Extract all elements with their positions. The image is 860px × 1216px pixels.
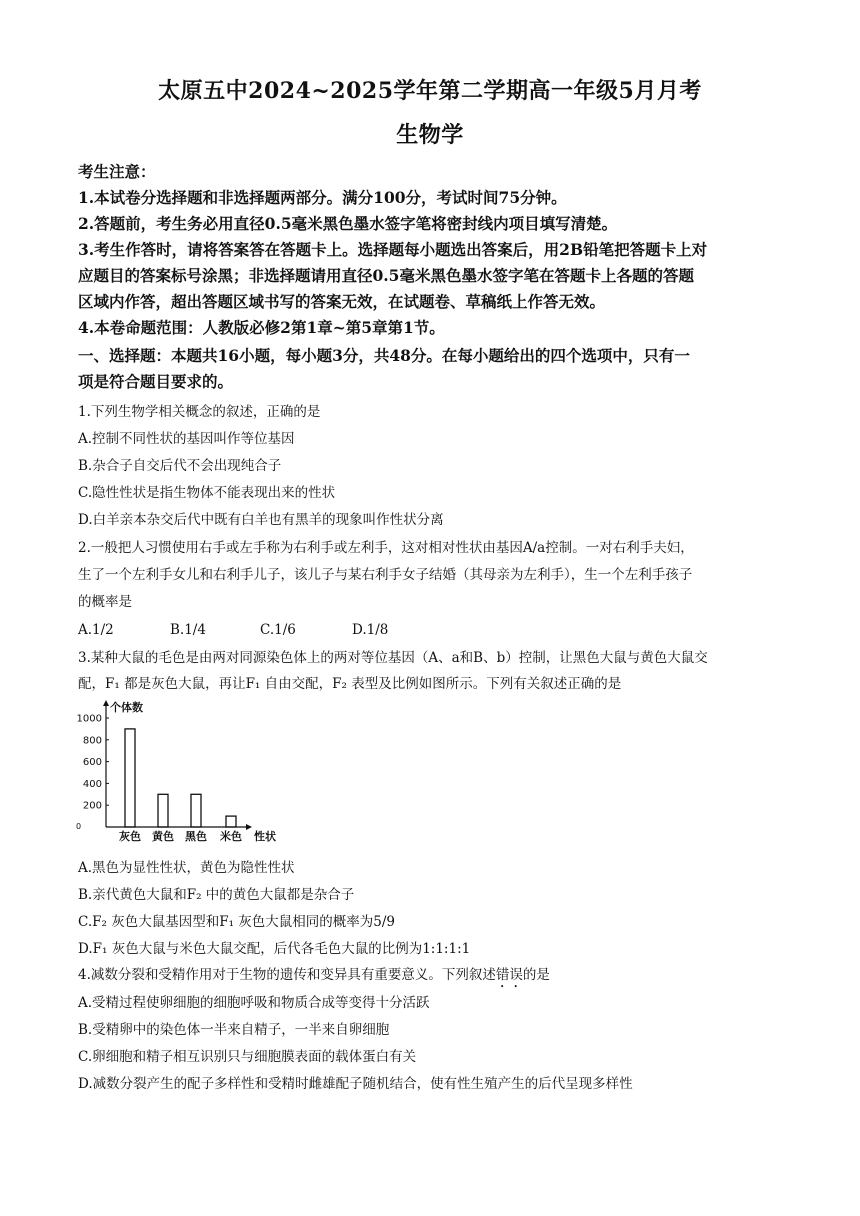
- q4-option-c: C.卵细胞和精子相互识别只与细胞膜表面的载体蛋白有关: [78, 1049, 417, 1065]
- q2-option-b: B.1/4: [170, 622, 206, 638]
- y-tick-label: 400: [82, 778, 102, 790]
- q3-option-c: C.F₂ 灰色大鼠基因型和F₁ 灰色大鼠相同的概率为5/9: [78, 914, 396, 930]
- q4-stem: [78, 965, 790, 991]
- y-axis-label: 个体数: [110, 701, 143, 714]
- q2-option-c: C.1/6: [260, 622, 296, 638]
- category-label: 黄色: [152, 830, 174, 843]
- q4-stem-pre: 4.减数分裂和受精作用对于生物的遗传和变异具有重要意义。下列叙述: [78, 967, 496, 983]
- bar-4: [226, 816, 236, 827]
- section-heading-cont: 项是符合题目要求的。: [78, 372, 234, 391]
- q2-stem-line: 2.一般把人习惯使用右手或左手称为右利手或左利手，这对相对性状由基因A/a控制。一对右利手夫妇，: [78, 540, 694, 556]
- phenotype-bar-chart: [74, 696, 304, 846]
- q2-stem-line: 生了一个左利手女儿和右利手儿子，该儿子与某右利手女子结婚（其母亲为左利手），生一个左利手孩子: [78, 567, 693, 583]
- origin-label: 0: [76, 822, 82, 831]
- subject-title: 生物学: [396, 122, 464, 148]
- category-label: 米色: [220, 830, 242, 843]
- notice-item: 1.本试卷分选择题和非选择题两部分。满分100分，考试时间75分钟。: [78, 188, 567, 207]
- bar-3: [191, 794, 201, 827]
- q3-stem-line: 配，F₁ 都是灰色大鼠，再让F₁ 自由交配，F₂ 表型及比例如图所示。下列有关叙述正确的是: [78, 676, 622, 692]
- q2-option-a: A.1/2: [78, 622, 114, 638]
- y-axis-arrow: [103, 700, 109, 706]
- y-tick-label: 1000: [76, 713, 102, 725]
- notice-heading: 考生注意：: [78, 162, 156, 181]
- q4-option-a: A.受精过程使卵细胞的细胞呼吸和物质合成等变得十分活跃: [78, 995, 430, 1011]
- q4-option-b: B.受精卵中的染色体一半来自精子，一半来自卵细胞: [78, 1022, 390, 1038]
- bar-2: [158, 794, 168, 827]
- category-label: 灰色: [119, 830, 141, 843]
- q1-option-d: D.白羊亲本杂交后代中既有白羊也有黑羊的现象叫作性状分离: [78, 512, 444, 528]
- q1-option-b: B.杂合子自交后代不会出现纯合子: [78, 458, 282, 474]
- q2-option-d: D.1/8: [352, 622, 389, 638]
- q3-option-b: B.亲代黄色大鼠和F₂ 中的黄色大鼠都是杂合子: [78, 887, 355, 903]
- category-label: 黑色: [185, 830, 207, 843]
- x-axis-label: 性状: [254, 830, 276, 843]
- notice-item: 区域内作答，超出答题区域书写的答案无效，在试题卷、草稿纸上作答无效。: [78, 292, 606, 311]
- q1-option-a: A.控制不同性状的基因叫作等位基因: [78, 431, 295, 447]
- section-heading: 一、选择题：本题共16小题，每小题3分，共48分。在每小题给出的四个选项中，只有一: [78, 346, 690, 365]
- q4-stem-post: 的是: [522, 967, 550, 983]
- notice-item: 4.本卷命题范围：人教版必修2第1章~第5章第1节。: [78, 318, 445, 337]
- q4-stem-emphasis: 错误: [495, 967, 523, 983]
- y-tick-label: 800: [82, 735, 102, 747]
- q3-option-a: A.黑色为显性性状，黄色为隐性性状: [78, 860, 295, 876]
- q3-stem-line: 3.某种大鼠的毛色是由两对同源染色体上的两对等位基因（A、a和B、b）控制，让黑色大鼠与黄色大鼠交: [78, 650, 708, 666]
- y-tick-label: 600: [82, 757, 102, 769]
- q1-stem: 1.下列生物学相关概念的叙述，正确的是: [78, 404, 321, 420]
- x-axis-arrow: [246, 824, 252, 830]
- notice-item: 3.考生作答时，请将答案答在答题卡上。选择题每小题选出答案后，用2B铅笔把答题卡上对: [78, 240, 708, 259]
- notice-item: 2.答题前，考生务必用直径0.5毫米黑色墨水签字笔将密封线内项目填写清楚。: [78, 214, 618, 233]
- q3-option-d: D.F₁ 灰色大鼠与米色大鼠交配，后代各毛色大鼠的比例为1:1:1:1: [78, 941, 471, 957]
- q4-option-d: D.减数分裂产生的配子多样性和受精时雌雄配子随机结合，使有性生殖产生的后代呈现多样性: [78, 1076, 633, 1092]
- q1-option-c: C.隐性性状是指生物体不能表现出来的性状: [78, 485, 336, 501]
- q2-stem-line: 的概率是: [78, 594, 132, 610]
- notice-item: 应题目的答案标号涂黑；非选择题请用直径0.5毫米黑色墨水签字笔在答题卡上各题的答题: [78, 266, 694, 285]
- exam-title: 太原五中2024~2025学年第二学期高一年级5月月考: [158, 78, 702, 104]
- y-tick-label: 200: [82, 800, 102, 812]
- bar-1: [125, 729, 135, 827]
- q2-options: [78, 620, 790, 640]
